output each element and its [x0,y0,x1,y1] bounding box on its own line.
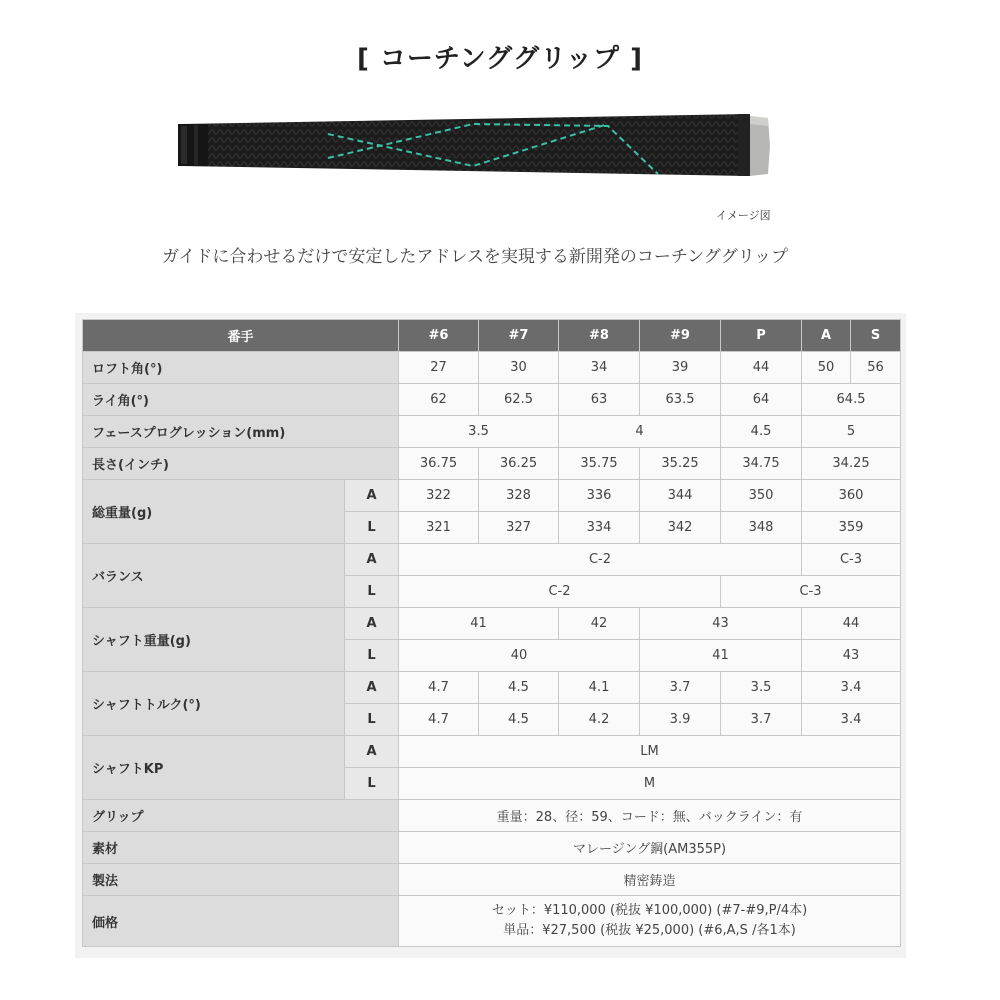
cell: 36.75 [399,448,479,480]
cell: C-2 [399,576,721,608]
cell: 350 [721,480,802,512]
cell: 43 [802,640,901,672]
row-label: 製法 [83,864,399,896]
spec-table-container [75,313,906,958]
image-caption: イメージ図 [716,209,771,222]
cell: 344 [640,480,721,512]
cell: 348 [721,512,802,544]
cell: 27 [399,352,479,384]
cell: 360 [802,480,901,512]
cell: 34 [559,352,640,384]
cell: 322 [399,480,479,512]
sub-label: L [345,704,399,736]
cell: 5 [802,416,901,448]
cell: 3.7 [640,672,721,704]
table-row [83,384,901,416]
table-row [83,352,901,384]
cell: 41 [399,608,559,640]
sub-label: A [345,480,399,512]
sub-label: L [345,512,399,544]
table-row [83,608,901,640]
cell: 40 [399,640,640,672]
cell: 63 [559,384,640,416]
row-label: 総重量(g) [83,480,345,544]
row-label: ライ角(°) [83,384,399,416]
table-row [83,832,901,864]
cell: 4.5 [721,416,802,448]
cell: 62.5 [479,384,559,416]
cell: 44 [802,608,901,640]
header-label: 番手 [83,320,399,352]
cell: 42 [559,608,640,640]
page-title: [ コーチンググリップ ] [356,44,643,74]
header-col: #7 [479,320,559,352]
row-label: 価格 [83,896,399,947]
table-row [83,448,901,480]
cell: 50 [802,352,851,384]
cell: 321 [399,512,479,544]
row-label: シャフトトルク(°) [83,672,345,736]
cell: 63.5 [640,384,721,416]
table-row [83,544,901,576]
cell: 36.25 [479,448,559,480]
tagline: ガイドに合わせるだけで安定したアドレスを実現する新開発のコーチンググリップ [161,247,789,267]
cell: 44 [721,352,802,384]
cell: 56 [851,352,901,384]
cell: C-3 [721,576,901,608]
cell: 43 [640,608,802,640]
cell: 30 [479,352,559,384]
cell: 4.1 [559,672,640,704]
table-row [83,416,901,448]
cell: 64.5 [802,384,901,416]
sub-label: A [345,672,399,704]
cell: 336 [559,480,640,512]
row-label: グリップ [83,800,399,832]
sub-label: L [345,768,399,800]
cell: 342 [640,512,721,544]
cell: マレージング鋼(AM355P) [399,832,901,864]
row-label: 長さ(インチ) [83,448,399,480]
sub-label: L [345,640,399,672]
cell: 4.5 [479,672,559,704]
cell: 334 [559,512,640,544]
table-row [83,736,901,768]
header-col: S [851,320,901,352]
table-row [83,896,901,947]
cell: 327 [479,512,559,544]
table-row [83,800,901,832]
row-label: ロフト角(°) [83,352,399,384]
table-row [83,672,901,704]
cell: 3.9 [640,704,721,736]
header-col: #6 [399,320,479,352]
cell: 4 [559,416,721,448]
cell: 39 [640,352,721,384]
cell: 4.7 [399,704,479,736]
cell: 328 [479,480,559,512]
cell: 精密鋳造 [399,864,901,896]
cell: 4.2 [559,704,640,736]
row-label: バランス [83,544,345,608]
cell: 64 [721,384,802,416]
price-set: セット：¥110,000 (税抜 ¥100,000) (#7-#9,P/4本) [491,903,808,918]
cell: 359 [802,512,901,544]
cell: 3.4 [802,672,901,704]
cell: LM [399,736,901,768]
sub-label: A [345,608,399,640]
header-col: #8 [559,320,640,352]
cell: M [399,768,901,800]
table-row [83,864,901,896]
spec-table [82,319,901,947]
row-label: 素材 [83,832,399,864]
price-cell [399,896,901,947]
row-label: シャフトKP [83,736,345,800]
header-col: #9 [640,320,721,352]
cell: 62 [399,384,479,416]
cell: 4.5 [479,704,559,736]
grip-image [178,112,778,180]
cell: 35.25 [640,448,721,480]
header-col: A [802,320,851,352]
cell: 4.7 [399,672,479,704]
sub-label: A [345,736,399,768]
table-row [83,480,901,512]
cell: 34.75 [721,448,802,480]
cell: 35.75 [559,448,640,480]
cell: 3.5 [721,672,802,704]
row-label: シャフト重量(g) [83,608,345,672]
cell: 3.7 [721,704,802,736]
cell: 34.25 [802,448,901,480]
cell: C-2 [399,544,802,576]
cell: 3.4 [802,704,901,736]
cell: 41 [640,640,802,672]
cell: C-3 [802,544,901,576]
cell: 3.5 [399,416,559,448]
sub-label: L [345,576,399,608]
sub-label: A [345,544,399,576]
row-label: フェースプログレッション(mm) [83,416,399,448]
price-single: 単品：¥27,500 (税抜 ¥25,000) (#6,A,S /各1本) [503,923,796,938]
cell: 重量：28、径：59、コード：無、バックライン：有 [399,800,901,832]
header-col: P [721,320,802,352]
